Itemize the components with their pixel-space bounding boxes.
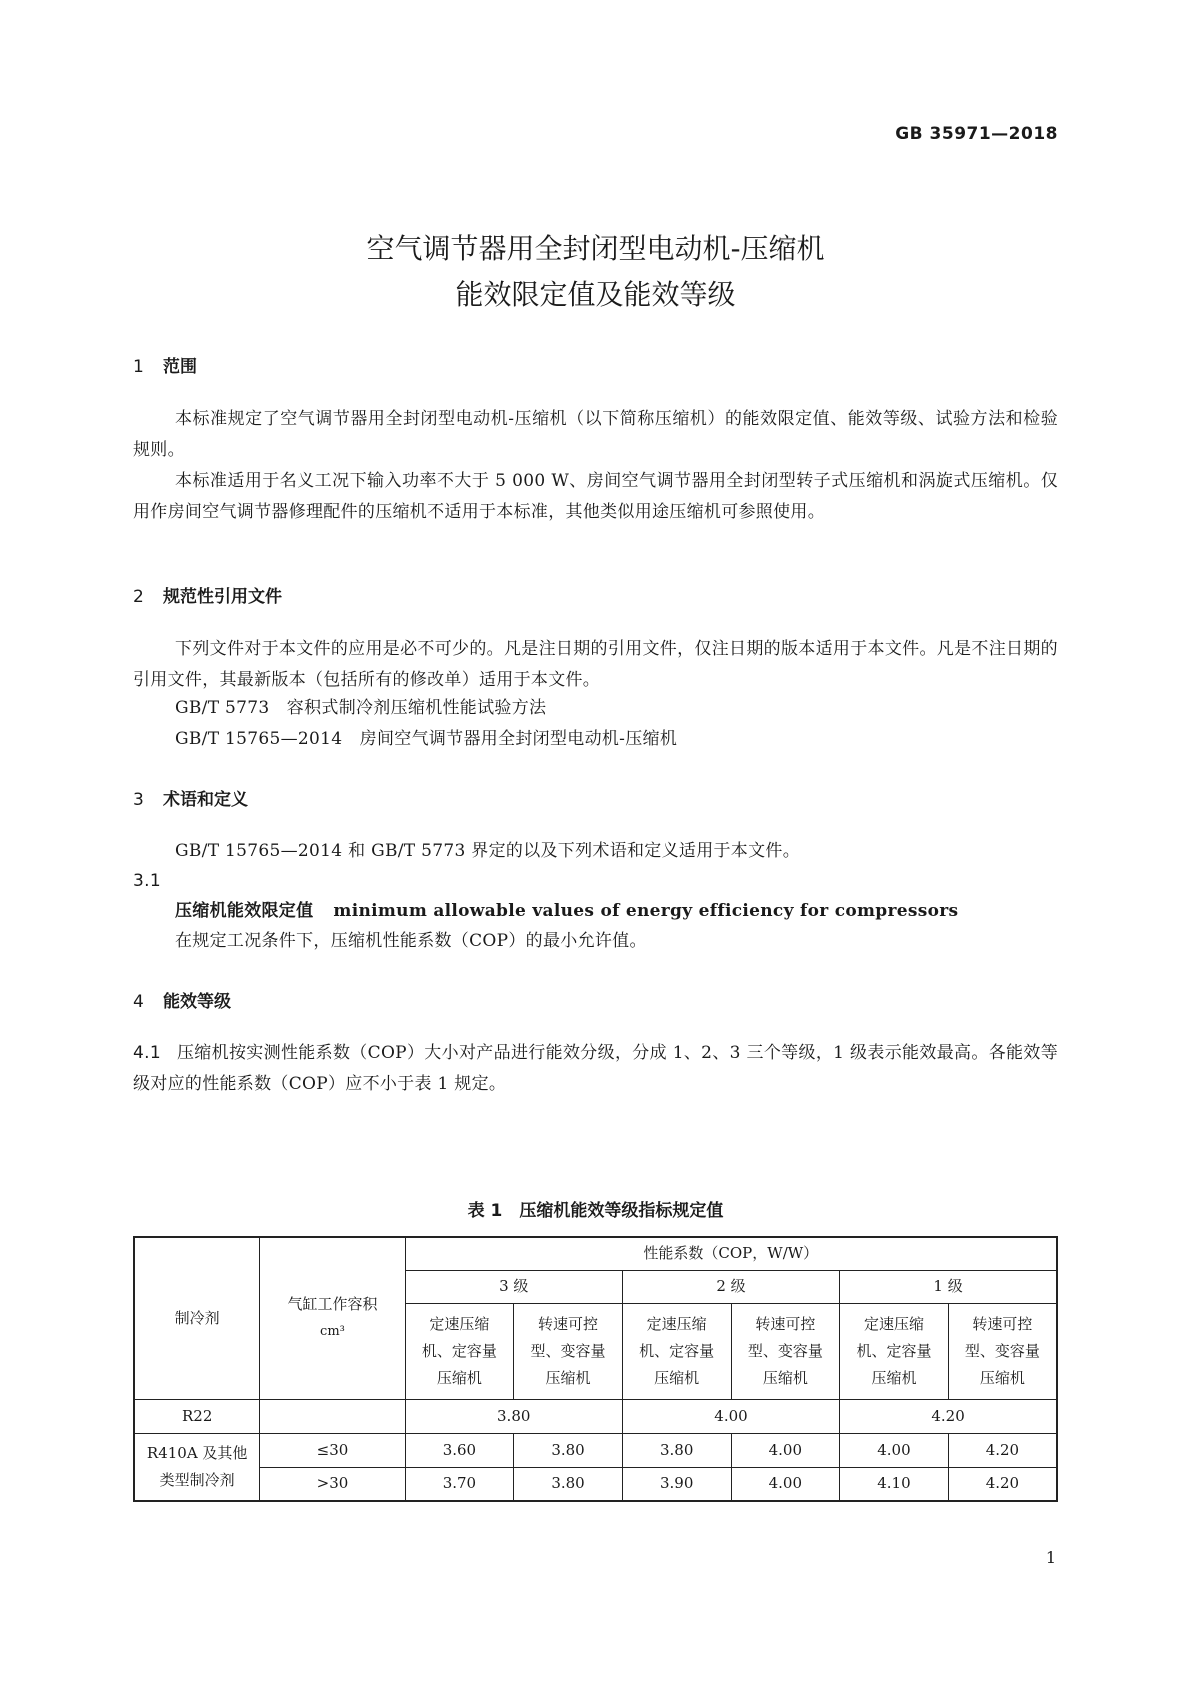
- header-fixed-speed: 定速压缩 机、定容量 压缩机: [405, 1303, 514, 1399]
- cell-cop: 4.00: [840, 1433, 949, 1467]
- header-variable-speed: 转速可控 型、变容量 压缩机: [731, 1303, 840, 1399]
- normative-reference-1: GB/T 5773 容积式制冷剂压缩机性能试验方法: [175, 698, 547, 718]
- section-3-paragraph-1: GB/T 15765—2014 和 GB/T 5773 界定的以及下列术语和定义适用于本文件。: [175, 841, 801, 861]
- section-title: 术语和定义: [163, 790, 248, 810]
- section-1-heading: [133, 352, 197, 377]
- section-number: 2: [133, 587, 144, 607]
- cell-cop: 3.70: [405, 1467, 514, 1501]
- cylinder-volume-unit: cm³: [320, 1324, 345, 1340]
- section-2-heading: [133, 582, 282, 607]
- cell-cop: 4.20: [948, 1433, 1057, 1467]
- standard-number: GB 35971—2018: [895, 124, 1058, 144]
- cell-cop: 3.80: [622, 1433, 731, 1467]
- section-2-paragraph-1: 下列文件对于本文件的应用是必不可少的。凡是注日期的引用文件，仅注日期的版本适用于本文件。凡是不注日期的引用文件，其最新版本（包括所有的修改单）适用于本文件。: [133, 639, 1058, 690]
- term-definition: 在规定工况条件下，压缩机性能系数（COP）的最小允许值。: [175, 931, 647, 951]
- table-row: [134, 1467, 1057, 1501]
- document-title: [0, 226, 1191, 318]
- cell-cop: 3.60: [405, 1433, 514, 1467]
- header-grade-1: 1 级: [840, 1270, 1057, 1303]
- header-cop: 性能系数（COP，W/W）: [405, 1237, 1057, 1270]
- cell-volume: [260, 1399, 405, 1433]
- cell-volume: >30: [260, 1467, 405, 1501]
- section-number: 3: [133, 790, 144, 810]
- cell-cop: 3.80: [514, 1467, 623, 1501]
- title-line-2: 能效限定值及能效等级: [455, 278, 736, 311]
- cell-cop: 4.20: [840, 1399, 1057, 1433]
- header-fixed-speed: 定速压缩 机、定容量 压缩机: [622, 1303, 731, 1399]
- section-title: 范围: [163, 357, 197, 377]
- section-1-paragraph-1: 本标准规定了空气调节器用全封闭型电动机-压缩机（以下简称压缩机）的能效限定值、能效等级、试验方法和检验规则。: [133, 409, 1058, 460]
- clause-4-1: [133, 1038, 1058, 1100]
- term-heading: [175, 896, 958, 927]
- cell-refrigerant: R410A 及其他 类型制冷剂: [134, 1433, 260, 1501]
- header-variable-speed: 转速可控 型、变容量 压缩机: [948, 1303, 1057, 1399]
- cell-cop: 3.80: [514, 1433, 623, 1467]
- header-grade-2: 2 级: [622, 1270, 839, 1303]
- cell-cop: 4.10: [840, 1467, 949, 1501]
- term-number: 3.1: [133, 871, 161, 891]
- clause-number: 4.1: [133, 1043, 161, 1063]
- header-variable-speed: 转速可控 型、变容量 压缩机: [514, 1303, 623, 1399]
- cell-volume: ≤30: [260, 1433, 405, 1467]
- cell-cop: 4.00: [731, 1467, 840, 1501]
- section-number: 4: [133, 992, 144, 1012]
- cell-cop: 4.00: [622, 1399, 839, 1433]
- cylinder-volume-label: 气缸工作容积: [287, 1295, 378, 1314]
- term-chinese: 压缩机能效限定值: [175, 901, 314, 921]
- table-row: [134, 1399, 1057, 1433]
- table-row: [134, 1433, 1057, 1467]
- section-title: 能效等级: [163, 992, 231, 1012]
- clause-text: 压缩机按实测性能系数（COP）大小对产品进行能效分级，分成 1、2、3 三个等级，1 级表示能效最高。各能效等级对应的性能系数（COP）应不小于表 1 规定。: [133, 1043, 1058, 1094]
- normative-reference-2: GB/T 15765—2014 房间空气调节器用全封闭型电动机-压缩机: [175, 729, 678, 749]
- cell-cop: 3.90: [622, 1467, 731, 1501]
- term-english: minimum allowable values of energy efficiency for compressors: [333, 901, 959, 921]
- header-refrigerant: 制冷剂: [134, 1237, 260, 1399]
- section-4-heading: [133, 987, 231, 1012]
- header-fixed-speed: 定速压缩 机、定容量 压缩机: [840, 1303, 949, 1399]
- cell-cop: 4.20: [948, 1467, 1057, 1501]
- cell-refrigerant: R22: [134, 1399, 260, 1433]
- section-3-heading: [133, 785, 248, 810]
- cell-cop: 3.80: [405, 1399, 622, 1433]
- section-title: 规范性引用文件: [163, 587, 282, 607]
- section-1-paragraph-2: 本标准适用于名义工况下输入功率不大于 5 000 W、房间空气调节器用全封闭型转子式压缩机和涡旋式压缩机。仅用作房间空气调节器修理配件的压缩机不适用于本标准，其他类似用途压缩机可参照使用。: [133, 471, 1058, 522]
- page-number: 1: [1045, 1548, 1056, 1567]
- section-number: 1: [133, 357, 144, 377]
- efficiency-grade-table: [133, 1236, 1058, 1502]
- table-caption: 表 1 压缩机能效等级指标规定值: [467, 1201, 724, 1221]
- header-grade-3: 3 级: [405, 1270, 622, 1303]
- title-line-1: 空气调节器用全封闭型电动机-压缩机: [366, 232, 825, 265]
- header-cylinder-volume: [260, 1237, 405, 1399]
- cell-cop: 4.00: [731, 1433, 840, 1467]
